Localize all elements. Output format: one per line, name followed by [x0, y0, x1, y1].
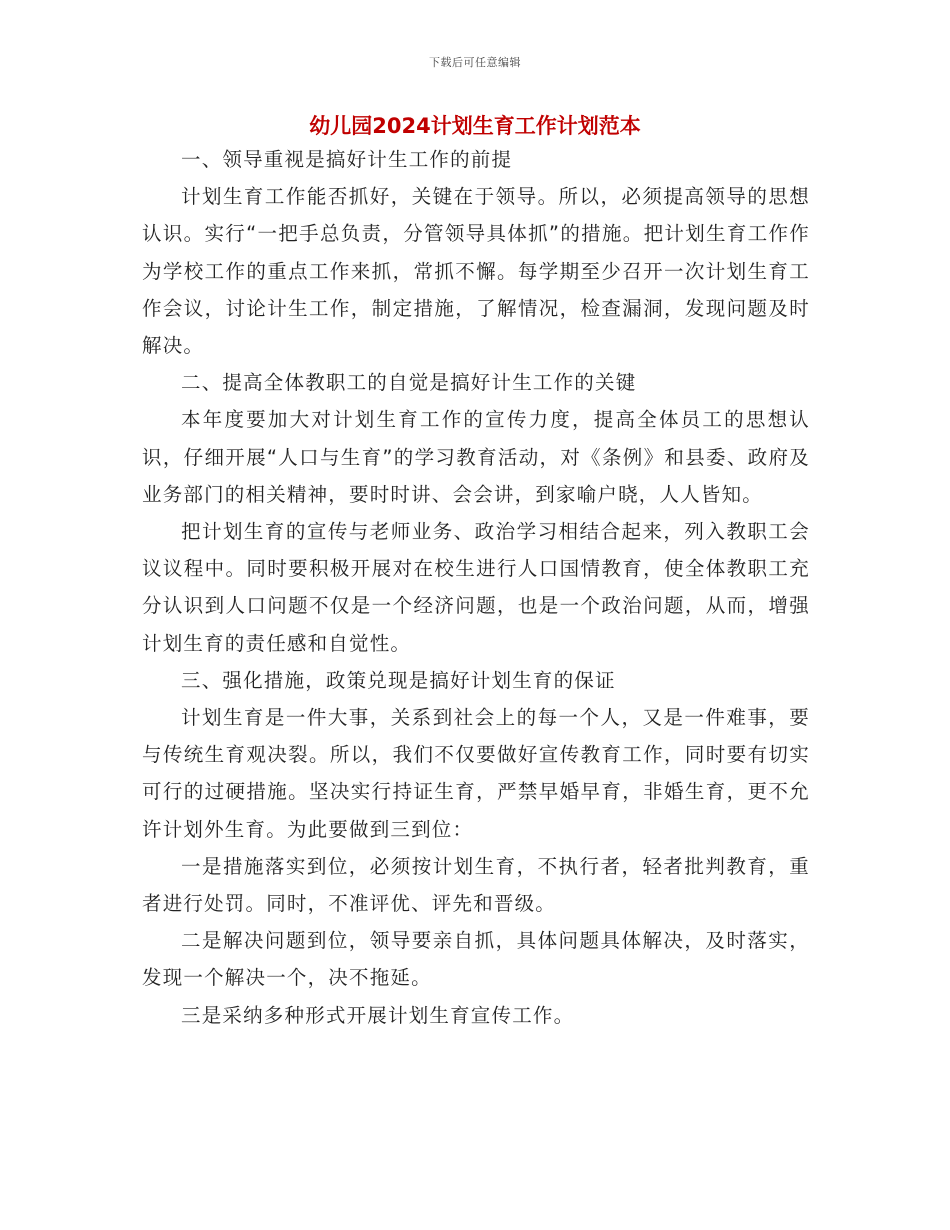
section-heading-2: 二、提高全体教职工的自觉是搞好计生工作的关键: [181, 371, 637, 395]
paragraph-6: 二是解决问题到位，领导要亲自抓，具体问题具体解决，及时落实，发现一个解决一个，决不拖延。: [142, 929, 810, 990]
paragraph-5: 一是措施落实到位，必须按计划生育，不执行者，轻者批判教育，重者进行处罚。同时，不准评优、评先和晋级。: [142, 854, 810, 916]
paragraph-1: 计划生育工作能否抓好，关键在于领导。所以，必须提高领导的思想认识。实行“一把手总负责，分管领导具体抓”的措施。把计划生育工作作为学校工作的重点工作来抓，常抓不懈。每学期至少召开一次计划生育工作会议，讨论计生工作，制定措施，了解情况，检查漏洞，发现问题及时解决。: [142, 185, 810, 358]
paragraph-7: 三是采纳多种形式开展计划生育宣传工作。: [181, 1003, 575, 1027]
paragraph-3: 把计划生育的宣传与老师业务、政治学习相结合起来，列入教职工会议议程中。同时要积极开展对在校生进行人口国情教育，使全体教职工充分认识到人口问题不仅是一个经济问题，也是一个政治问题，从而，增强计划生育的责任感和自觉性。: [142, 520, 810, 655]
paragraph-4: 计划生育是一件大事，关系到社会上的每一个人，又是一件难事，要与传统生育观决裂。所以，我们不仅要做好宣传教育工作，同时要有切实可行的过硬措施。坚决实行持证生育，严禁早婚早育，非婚生育，更不允许计划外生育。为此要做到三到位：: [142, 706, 810, 841]
section-heading-1: 一、领导重视是搞好计生工作的前提: [181, 148, 513, 171]
document-title: 幼儿园2024计划生育工作计划范本: [309, 114, 641, 138]
header-note: 下载后可任意编辑: [429, 56, 521, 69]
document-body: [142, 141, 810, 1034]
paragraph-2: 本年度要加大对计划生育工作的宣传力度，提高全体员工的思想认识，仔细开展“人口与生育”的学习教育活动，对《条例》和县委、政府及业务部门的相关精神，要时时讲、会会讲，到家喻户晓，人人皆知。: [142, 408, 810, 506]
section-heading-3: 三、强化措施，政策兑现是搞好计划生育的保证: [181, 668, 616, 692]
